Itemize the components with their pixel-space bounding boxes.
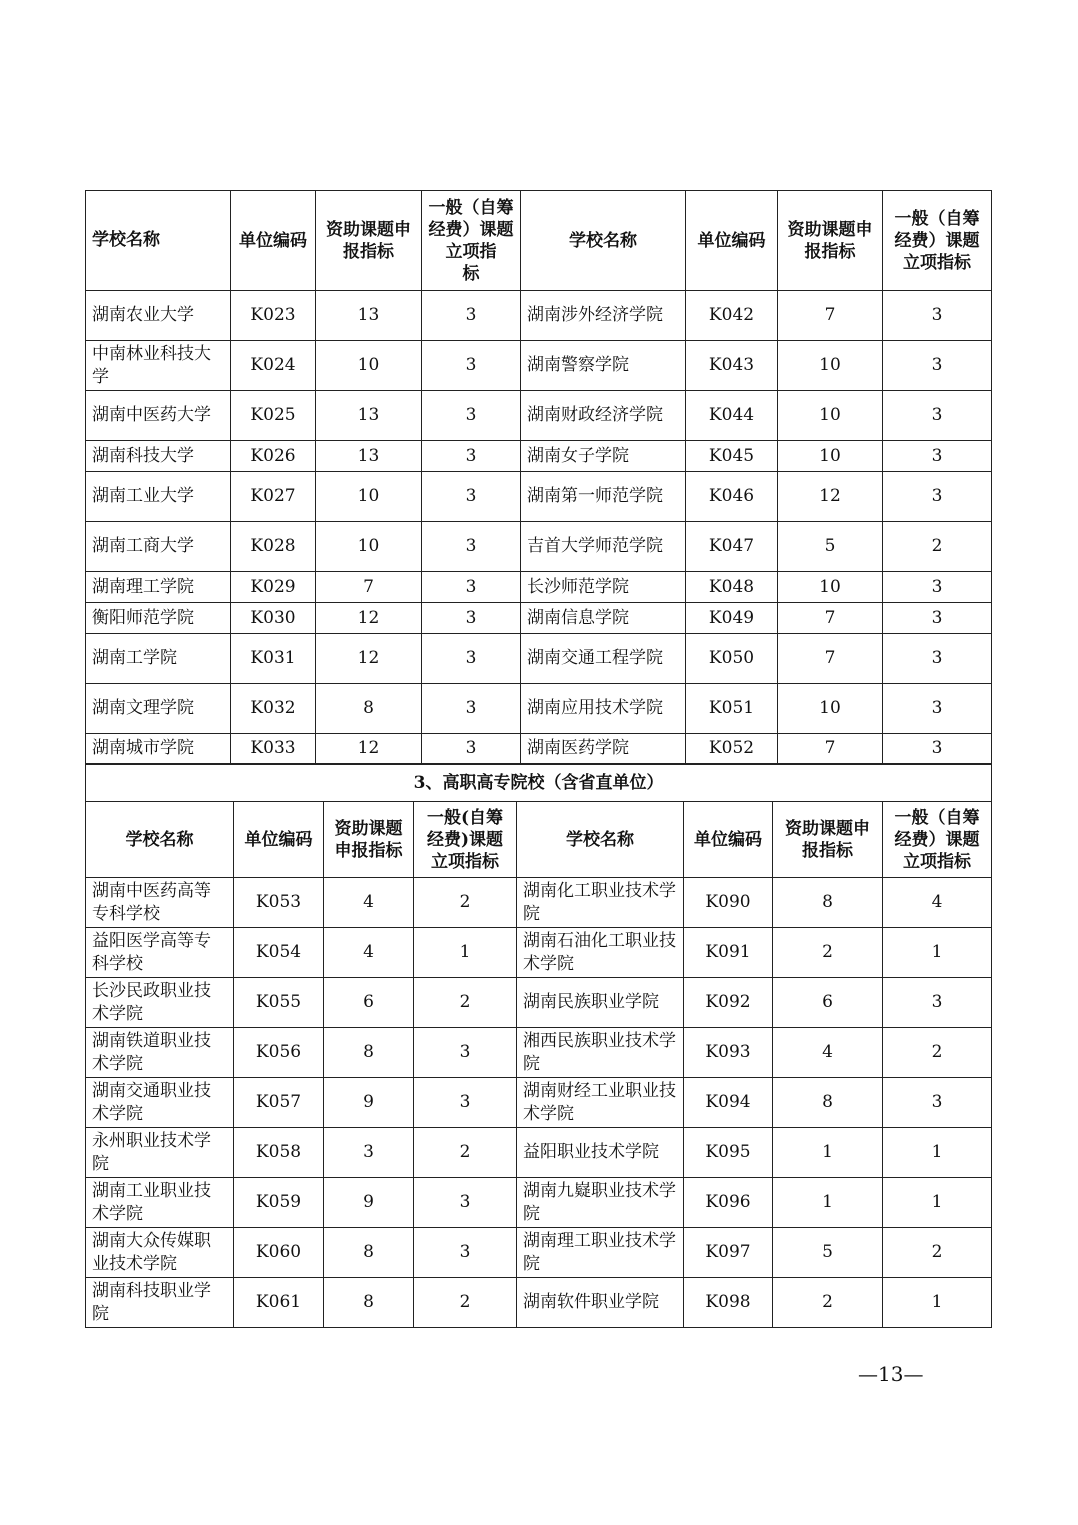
general-quota: 1 (883, 1278, 992, 1328)
funded-quota: 10 (778, 341, 883, 391)
table-row (86, 291, 992, 341)
funded-quota: 13 (316, 441, 422, 472)
general-quota: 3 (883, 472, 992, 522)
table-row (86, 878, 992, 928)
unit-code: K026 (231, 441, 316, 472)
unit-code: K096 (684, 1178, 773, 1228)
funded-quota: 10 (316, 341, 422, 391)
general-quota: 3 (422, 603, 521, 634)
header-general-quota: 一般（自筹经费）课题立项指标 (883, 802, 992, 878)
general-quota: 3 (883, 978, 992, 1028)
general-quota: 3 (414, 1178, 517, 1228)
school-name: 湖南软件职业学院 (517, 1278, 684, 1328)
school-name: 湖南女子学院 (521, 441, 686, 472)
school-name: 湖南工业大学 (86, 472, 231, 522)
school-name: 益阳职业技术学院 (517, 1128, 684, 1178)
unit-code: K029 (231, 572, 316, 603)
funded-quota: 5 (773, 1228, 883, 1278)
page-number: —13— (858, 1362, 924, 1386)
unit-code: K093 (684, 1028, 773, 1078)
school-name: 衡阳师范学院 (86, 603, 231, 634)
funded-quota: 8 (324, 1278, 414, 1328)
unit-code: K045 (686, 441, 778, 472)
school-name: 湖南文理学院 (86, 684, 231, 734)
funded-quota: 9 (324, 1078, 414, 1128)
school-name: 湖南工学院 (86, 634, 231, 684)
unit-code: K097 (684, 1228, 773, 1278)
unit-code: K031 (231, 634, 316, 684)
school-name: 吉首大学师范学院 (521, 522, 686, 572)
school-name: 湖南交通工程学院 (521, 634, 686, 684)
general-quota: 3 (422, 441, 521, 472)
general-quota: 2 (414, 878, 517, 928)
table-row (86, 684, 992, 734)
general-quota: 3 (414, 1078, 517, 1128)
unit-code: K027 (231, 472, 316, 522)
school-name: 湖南民族职业学院 (517, 978, 684, 1028)
school-name: 湖南工业职业技术学院 (86, 1178, 234, 1228)
section-title: 3、高职高专院校（含省直单位） (86, 765, 992, 802)
unit-code: K024 (231, 341, 316, 391)
school-name: 湖南大众传媒职业技术学院 (86, 1228, 234, 1278)
general-quota: 2 (414, 1278, 517, 1328)
funded-quota: 8 (324, 1028, 414, 1078)
funded-quota: 2 (773, 928, 883, 978)
general-quota: 3 (422, 341, 521, 391)
unit-code: K061 (234, 1278, 324, 1328)
table-row (86, 1278, 992, 1328)
funded-quota: 1 (773, 1178, 883, 1228)
header-funded-quota: 资助课题申报指标 (324, 802, 414, 878)
general-quota: 3 (422, 572, 521, 603)
school-name: 益阳医学高等专科学校 (86, 928, 234, 978)
unit-code: K028 (231, 522, 316, 572)
school-name: 湖南城市学院 (86, 734, 231, 764)
quota-table-vocational (85, 764, 992, 1328)
general-quota: 3 (414, 1028, 517, 1078)
general-quota: 3 (422, 472, 521, 522)
funded-quota: 6 (324, 978, 414, 1028)
general-quota: 3 (422, 634, 521, 684)
header-school-name: 学校名称 (86, 191, 231, 291)
school-name: 湖南理工职业技术学院 (517, 1228, 684, 1278)
general-quota: 3 (883, 391, 992, 441)
header-general-quota: 一般（自筹经费）课题立项指标 (883, 191, 992, 291)
school-name: 湖南理工学院 (86, 572, 231, 603)
unit-code: K090 (684, 878, 773, 928)
unit-code: K051 (686, 684, 778, 734)
funded-quota: 5 (778, 522, 883, 572)
school-name: 湖南警察学院 (521, 341, 686, 391)
table-row (86, 522, 992, 572)
school-name: 湖南财政经济学院 (521, 391, 686, 441)
funded-quota: 13 (316, 291, 422, 341)
funded-quota: 6 (773, 978, 883, 1028)
general-quota: 3 (422, 734, 521, 764)
school-name: 湖南财经工业职业技术学院 (517, 1078, 684, 1128)
general-quota: 3 (422, 522, 521, 572)
table-row (86, 634, 992, 684)
funded-quota: 13 (316, 391, 422, 441)
general-quota: 1 (883, 1178, 992, 1228)
header-unit-code: 单位编码 (686, 191, 778, 291)
unit-code: K091 (684, 928, 773, 978)
funded-quota: 7 (778, 291, 883, 341)
school-name: 湖南化工职业技术学院 (517, 878, 684, 928)
header-row (86, 191, 992, 291)
general-quota: 2 (883, 1228, 992, 1278)
unit-code: K098 (684, 1278, 773, 1328)
unit-code: K056 (234, 1028, 324, 1078)
school-name: 湖南中医药大学 (86, 391, 231, 441)
unit-code: K033 (231, 734, 316, 764)
table-row (86, 1178, 992, 1228)
general-quota: 3 (883, 634, 992, 684)
general-quota: 3 (422, 684, 521, 734)
funded-quota: 10 (778, 441, 883, 472)
table-row (86, 391, 992, 441)
school-name: 湖南交通职业技术学院 (86, 1078, 234, 1128)
general-quota: 3 (883, 441, 992, 472)
school-name: 湖南九嶷职业技术学院 (517, 1178, 684, 1228)
general-quota: 3 (422, 291, 521, 341)
header-school-name: 学校名称 (86, 802, 234, 878)
table-row (86, 472, 992, 522)
general-quota: 1 (883, 928, 992, 978)
general-quota: 3 (883, 291, 992, 341)
unit-code: K054 (234, 928, 324, 978)
header-unit-code: 单位编码 (684, 802, 773, 878)
funded-quota: 7 (778, 734, 883, 764)
general-quota: 3 (422, 391, 521, 441)
unit-code: K047 (686, 522, 778, 572)
quota-table-universities (85, 190, 992, 764)
header-funded-quota: 资助课题申报指标 (773, 802, 883, 878)
table-row (86, 572, 992, 603)
table-row (86, 1228, 992, 1278)
funded-quota: 4 (773, 1028, 883, 1078)
unit-code: K043 (686, 341, 778, 391)
unit-code: K049 (686, 603, 778, 634)
school-name: 中南林业科技大学 (86, 341, 231, 391)
funded-quota: 8 (324, 1228, 414, 1278)
general-quota: 2 (883, 1028, 992, 1078)
funded-quota: 2 (773, 1278, 883, 1328)
unit-code: K092 (684, 978, 773, 1028)
school-name: 湖南应用技术学院 (521, 684, 686, 734)
funded-quota: 12 (778, 472, 883, 522)
funded-quota: 10 (778, 391, 883, 441)
funded-quota: 3 (324, 1128, 414, 1178)
funded-quota: 4 (324, 878, 414, 928)
unit-code: K057 (234, 1078, 324, 1128)
general-quota: 2 (414, 1128, 517, 1178)
school-name: 湖南工商大学 (86, 522, 231, 572)
funded-quota: 10 (316, 472, 422, 522)
funded-quota: 12 (316, 734, 422, 764)
general-quota: 2 (414, 978, 517, 1028)
unit-code: K053 (234, 878, 324, 928)
school-name: 长沙师范学院 (521, 572, 686, 603)
funded-quota: 10 (316, 522, 422, 572)
general-quota: 3 (883, 341, 992, 391)
header-row (86, 802, 992, 878)
unit-code: K044 (686, 391, 778, 441)
school-name: 湖南科技大学 (86, 441, 231, 472)
school-name: 湖南信息学院 (521, 603, 686, 634)
general-quota: 1 (883, 1128, 992, 1178)
table-row (86, 1078, 992, 1128)
funded-quota: 1 (773, 1128, 883, 1178)
school-name: 湖南中医药高等专科学校 (86, 878, 234, 928)
school-name: 湖南铁道职业技术学院 (86, 1028, 234, 1078)
funded-quota: 10 (778, 684, 883, 734)
unit-code: K032 (231, 684, 316, 734)
general-quota: 3 (883, 734, 992, 764)
school-name: 湘西民族职业技术学院 (517, 1028, 684, 1078)
unit-code: K048 (686, 572, 778, 603)
unit-code: K094 (684, 1078, 773, 1128)
school-name: 湖南第一师范学院 (521, 472, 686, 522)
general-quota: 1 (414, 928, 517, 978)
funded-quota: 8 (316, 684, 422, 734)
general-quota: 3 (883, 684, 992, 734)
table-row (86, 603, 992, 634)
school-name: 湖南农业大学 (86, 291, 231, 341)
funded-quota: 10 (778, 572, 883, 603)
unit-code: K023 (231, 291, 316, 341)
header-funded-quota: 资助课题申报指标 (778, 191, 883, 291)
unit-code: K025 (231, 391, 316, 441)
header-school-name: 学校名称 (521, 191, 686, 291)
general-quota: 4 (883, 878, 992, 928)
school-name: 湖南医药学院 (521, 734, 686, 764)
table-row (86, 1128, 992, 1178)
school-name: 湖南科技职业学院 (86, 1278, 234, 1328)
general-quota: 3 (883, 572, 992, 603)
funded-quota: 4 (324, 928, 414, 978)
general-quota: 3 (883, 603, 992, 634)
unit-code: K046 (686, 472, 778, 522)
table-row (86, 341, 992, 391)
unit-code: K042 (686, 291, 778, 341)
header-school-name: 学校名称 (517, 802, 684, 878)
unit-code: K058 (234, 1128, 324, 1178)
table-row (86, 978, 992, 1028)
table-row (86, 734, 992, 764)
school-name: 湖南涉外经济学院 (521, 291, 686, 341)
table-row (86, 441, 992, 472)
funded-quota: 7 (778, 603, 883, 634)
table-row (86, 928, 992, 978)
school-name: 长沙民政职业技术学院 (86, 978, 234, 1028)
funded-quota: 7 (316, 572, 422, 603)
unit-code: K030 (231, 603, 316, 634)
funded-quota: 12 (316, 603, 422, 634)
unit-code: K055 (234, 978, 324, 1028)
funded-quota: 8 (773, 878, 883, 928)
school-name: 湖南石油化工职业技术学院 (517, 928, 684, 978)
header-general-quota: 一般(自筹经费)课题立项指标 (414, 802, 517, 878)
header-unit-code: 单位编码 (231, 191, 316, 291)
funded-quota: 12 (316, 634, 422, 684)
unit-code: K060 (234, 1228, 324, 1278)
unit-code: K059 (234, 1178, 324, 1228)
school-name: 永州职业技术学院 (86, 1128, 234, 1178)
general-quota: 3 (414, 1228, 517, 1278)
unit-code: K050 (686, 634, 778, 684)
general-quota: 2 (883, 522, 992, 572)
funded-quota: 9 (324, 1178, 414, 1228)
unit-code: K095 (684, 1128, 773, 1178)
header-general-quota: 一般（自筹经费）课题立项指 标 (422, 191, 521, 291)
table-row (86, 1028, 992, 1078)
general-quota: 3 (883, 1078, 992, 1128)
unit-code: K052 (686, 734, 778, 764)
funded-quota: 8 (773, 1078, 883, 1128)
section-title-row (86, 765, 992, 802)
header-unit-code: 单位编码 (234, 802, 324, 878)
header-funded-quota: 资助课题申报指标 (316, 191, 422, 291)
funded-quota: 7 (778, 634, 883, 684)
